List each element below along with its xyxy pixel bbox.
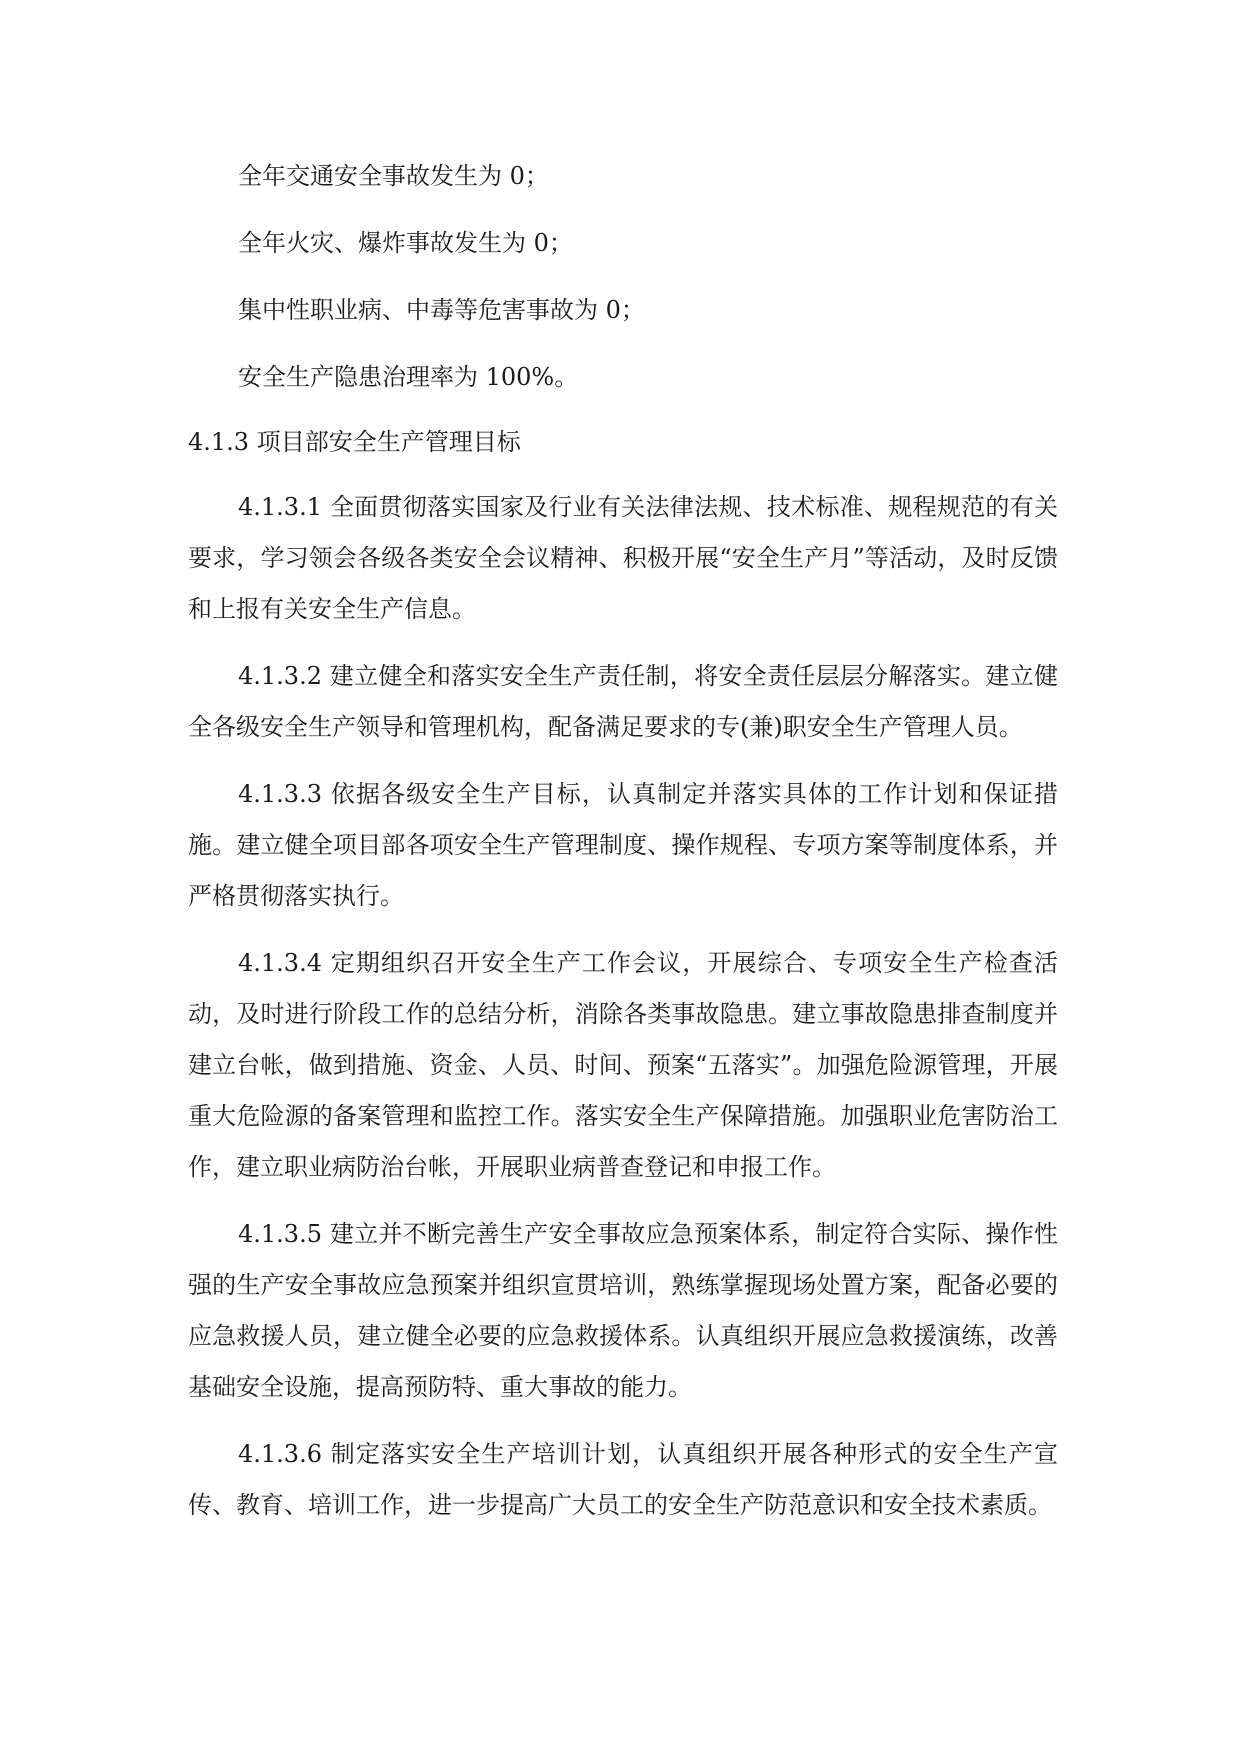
paragraph-4-1-3-2: 4.1.3.2 建立健全和落实安全生产责任制，将安全责任层层分解落实。建立健全各级安全生产领导和管理机构，配备满足要求的专(兼)职安全生产管理人员。 — [188, 662, 1058, 741]
target-hazard-rectification: 安全生产隐患治理率为 100%。 — [238, 363, 579, 391]
paragraph-4-1-3-1: 4.1.3.1 全面贯彻落实国家及行业有关法律法规、技术标准、规程规范的有关要求，学习领会各级各类安全会议精神、积极开展“安全生产月”等活动，及时反馈和上报有关安全生产信息。 — [188, 493, 1058, 623]
section-heading: 4.1.3 项目部安全生产管理目标 — [188, 428, 521, 456]
paragraph-4-1-3-4: 4.1.3.4 定期组织召开安全生产工作会议，开展综合、专项安全生产检查活动，及时进行阶段工作的总结分析，消除各类事故隐患。建立事故隐患排查制度并建立台帐，做到措施、资金、人员、时间、预案“五落实”。加强危险源管理，开展重大危险源的备案管理和监控工作。落实安全生产保障措施。加强职业危害防治工作，建立职业病防治台帐，开展职业病普查登记和申报工作。 — [188, 949, 1058, 1181]
paragraph-4-1-3-6: 4.1.3.6 制定落实安全生产培训计划，认真组织开展各种形式的安全生产宣传、教育、培训工作，进一步提高广大员工的安全生产防范意识和安全技术素质。 — [188, 1440, 1058, 1519]
target-fire-explosion: 全年火灾、爆炸事故发生为 0； — [238, 229, 573, 257]
target-occupational-disease: 集中性职业病、中毒等危害事故为 0； — [238, 296, 645, 324]
paragraph-4-1-3-5: 4.1.3.5 建立并不断完善生产安全事故应急预案体系，制定符合实际、操作性强的生产安全事故应急预案并组织宣贯培训，熟练掌握现场处置方案，配备必要的应急救援人员，建立健全必要的应急救援体系。认真组织开展应急救援演练，改善基础安全设施，提高预防特、重大事故的能力。 — [188, 1220, 1058, 1401]
target-traffic-accidents: 全年交通安全事故发生为 0； — [238, 162, 549, 190]
page-content — [188, 151, 1058, 1547]
paragraph-4-1-3-3: 4.1.3.3 依据各级安全生产目标，认真制定并落实具体的工作计划和保证措施。建立健全项目部各项安全生产管理制度、操作规程、专项方案等制度体系，并严格贯彻落实执行。 — [188, 780, 1058, 910]
